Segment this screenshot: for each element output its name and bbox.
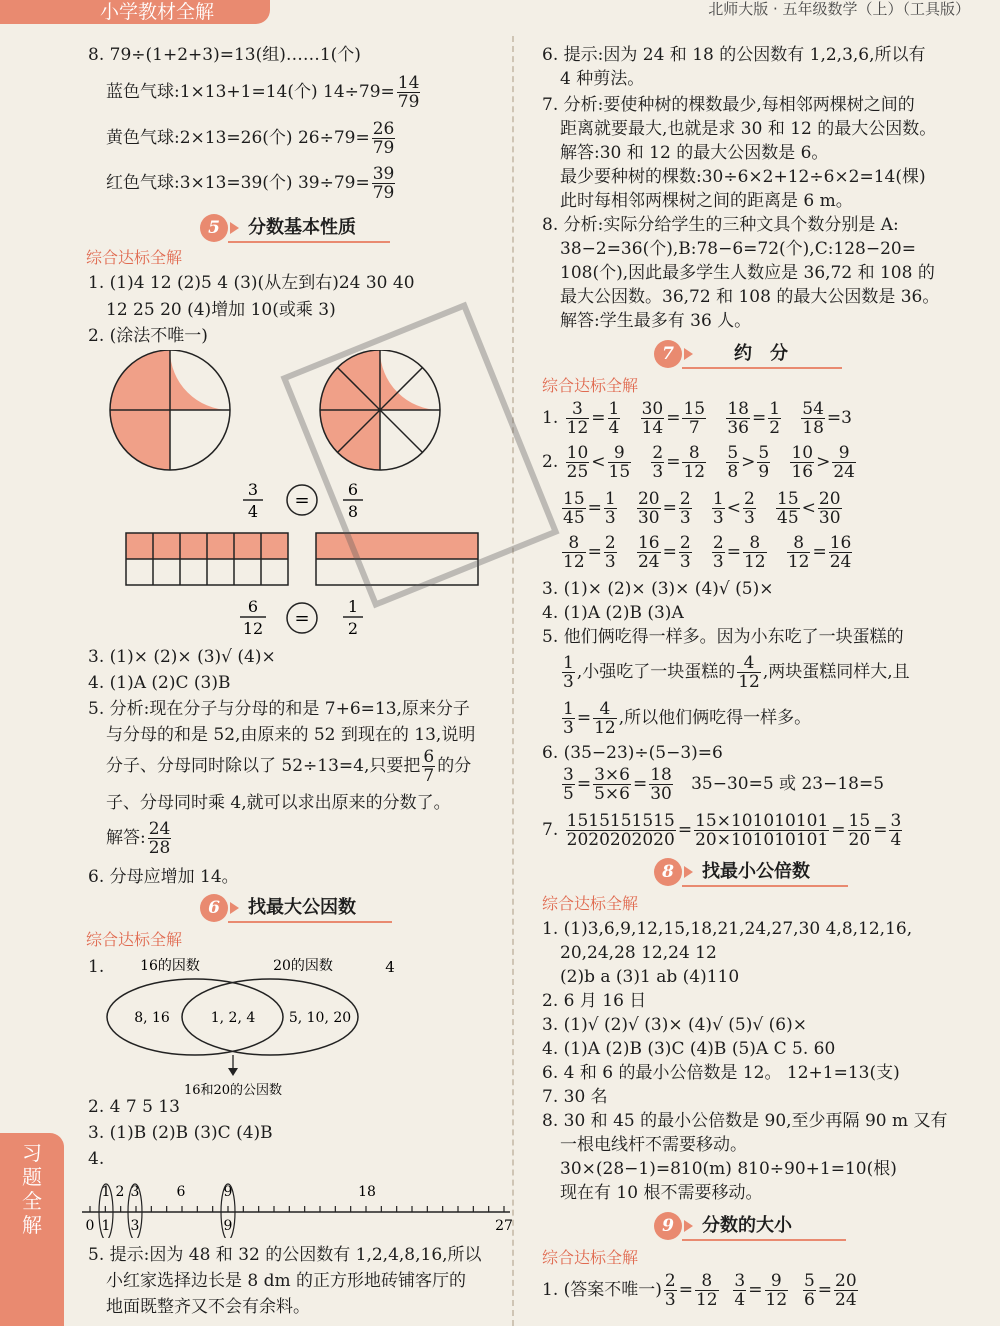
frac-den: 2: [347, 619, 359, 638]
arrow-icon: [684, 866, 693, 878]
left-q8-line1: 8. 79÷(1+2+3)=13(组)……1(个): [88, 45, 361, 65]
fraction: $\frac{9}{24}$: [833, 443, 855, 482]
s6-q5-line2: 小红家选择边长是 8 dm 的正方形地砖铺客厅的: [106, 1271, 467, 1291]
section-underline: [682, 1239, 846, 1241]
s5-q6: 6. 分母应增加 14。: [88, 867, 239, 887]
fraction: $\frac{20}{30}$: [818, 489, 841, 528]
s5-q4: 4. (1)A (2)C (3)B: [88, 673, 231, 693]
nl-label: 2: [115, 1184, 125, 1200]
fraction: $\frac{2}{3}$: [712, 533, 724, 572]
venn-only-20: 5, 10, 20: [288, 1010, 352, 1026]
s8-q3: 3. (1)√ (2)√ (3)× (4)√ (5)√ (6)×: [542, 1015, 807, 1035]
s6-q2: 2. 4 7 5 13: [88, 1097, 180, 1117]
venn-diagram: [100, 952, 410, 1102]
section-title: 找最大公因数: [248, 897, 356, 918]
fraction: $\frac{24}{28}$: [148, 819, 171, 858]
s9-q1: 1. (答案不唯一) $\frac{2}{3}$ = $\frac{8}{12}$ $\frac{3}{4}$ = $\frac{9}{12}$ $\frac{5}{6}$ = $\frac{20}{24}$: [542, 1271, 857, 1310]
section-number-badge: 6: [200, 894, 228, 922]
fraction: $\frac{2}{3}$: [679, 489, 691, 528]
frac-den: 8: [347, 502, 359, 521]
s6-q4: 4.: [88, 1149, 105, 1169]
frac-den: 12: [242, 619, 264, 638]
comparison-sign: =: [812, 542, 827, 562]
s7-q4: 4. (1)A (2)B (3)A: [542, 603, 684, 623]
s6-q3: 3. (1)B (2)B (3)C (4)B: [88, 1123, 273, 1143]
fraction: $\frac{20}{30}$: [637, 489, 660, 528]
book-title: 小学教材全解: [100, 1, 215, 23]
s8-q4: 4. (1)A (2)B (3)C (4)B (5)A C 5. 60: [542, 1039, 836, 1059]
fraction: $\frac{9}{15}$: [608, 443, 631, 482]
s5-q1-line1: 1. (1)4 12 (2)5 4 (3)(从左到右)24 30 40: [88, 273, 415, 293]
arrow-icon: [230, 902, 239, 914]
fraction: $\frac{16}{24}$: [829, 533, 852, 572]
section-number-badge: 8: [654, 858, 682, 886]
section-underline: [682, 885, 848, 887]
r-q6-line1: 6. 提示:因为 24 和 18 的公因数有 1,2,3,6,所以有: [542, 45, 926, 65]
fraction: $\frac{5}{9}$: [758, 443, 770, 482]
fraction: $\frac{8}{12}$: [563, 533, 585, 572]
frac-num: 3: [247, 480, 259, 499]
fraction: $\frac{1}{3}$: [712, 489, 724, 528]
s8-q1-line2: 20,24,28 12,24 12: [560, 943, 717, 963]
edition-title: 北师大版 · 五年级数学（上）（工具版）: [708, 0, 970, 18]
comparison-sign: =: [666, 452, 681, 472]
column-divider: [512, 36, 514, 1326]
s8-q8-line4: 现在有 10 根不需要移动。: [560, 1183, 763, 1203]
nl-label: 6: [176, 1184, 186, 1200]
section-title: 分数的大小: [702, 1215, 792, 1236]
comparison-sign: <: [801, 498, 816, 518]
s6-q5-line1: 5. 提示:因为 48 和 32 的公因数有 1,2,4,8,16,所以: [88, 1245, 482, 1265]
s5-q5-line4: 子、分母同时乘 4,就可以求出原来的分数了。: [106, 793, 451, 813]
s8-q1-line3: (2)b a (3)1 ab (4)110: [560, 967, 740, 987]
section-number-badge: 9: [654, 1212, 682, 1240]
rect-twelfths: [126, 533, 288, 585]
nl-label: 1: [101, 1184, 111, 1200]
comparison-sign: <: [591, 452, 606, 472]
r-q8-line3: 108(个),因此最多学生人数应是 36,72 和 108 的: [560, 263, 935, 283]
number-line: [78, 1172, 514, 1238]
comparison-sign: >: [741, 452, 756, 472]
r-q7-line4: 最少要种树的棵数:30÷6×2+12÷6×2=14(棵): [560, 167, 926, 187]
s7-q5-line3: $\frac{1}{3}$ = $\frac{4}{12}$ ,所以他们俩吃得一样多。: [563, 699, 812, 738]
sub-heading: 综合达标全解: [542, 1248, 639, 1267]
s8-q7: 7. 30 名: [542, 1087, 608, 1107]
fraction: $\frac{2}{3}$: [679, 533, 691, 572]
venn-answer: 4: [385, 958, 395, 976]
comparison-sign: =: [587, 498, 602, 518]
r-q7-line5: 此时每相邻两棵树之间的距离是 6 m。: [560, 191, 853, 211]
s7-q7: 7. $\frac{1515151515}{2020202020}$ = $\frac{15\times 101010101}{20\times 101010101}$ = $\frac{15}{20}$ = $\frac{3}{4}$: [542, 811, 902, 850]
comparison-sign: <: [726, 498, 741, 518]
r-q7-line3: 解答:30 和 12 的最大公因数是 6。: [560, 143, 829, 163]
fraction: $\frac{5}{8}$: [727, 443, 739, 482]
section-underline: [228, 241, 390, 243]
comparison-sign: =: [726, 542, 741, 562]
circle-quarters: [110, 350, 230, 470]
fraction: $\frac{6}{7}$: [423, 747, 435, 786]
section-number-badge: 7: [654, 340, 682, 368]
fraction: $\frac{2}{3}$: [743, 489, 755, 528]
page-header: [0, 0, 1000, 26]
fraction: $\frac{8}{12}$: [743, 533, 766, 572]
venn-label-16: 16的因数: [140, 958, 200, 974]
arrow-icon: [230, 222, 239, 234]
fraction: $\frac{16}{24}$: [637, 533, 660, 572]
s5-q3: 3. (1)× (2)× (3)√ (4)×: [88, 647, 276, 667]
fraction: $\frac{39}{79}$: [372, 164, 395, 203]
fraction: $\frac{2}{3}$: [652, 443, 664, 482]
venn-common: 1, 2, 4: [210, 1010, 256, 1026]
s7-q6-line1: 6. (35−23)÷(5−3)=6: [542, 743, 723, 763]
nl-label: 27: [495, 1218, 513, 1234]
section-underline: [228, 921, 392, 923]
s7-q2-row2: [560, 488, 844, 528]
s8-q1-line1: 1. (1)3,6,9,12,15,18,21,24,27,30 4,8,12,16,: [542, 919, 913, 939]
s7-q5-line2: $\frac{1}{3}$ ,小强吃了一块蛋糕的 $\frac{4}{12}$ ,两块蛋糕同样大,且: [563, 653, 910, 692]
sub-heading: 综合达标全解: [542, 376, 639, 395]
section-title: 约 分: [734, 343, 788, 364]
s5-q5-line1: 5. 分析:现在分子与分母的和是 7+6=13,原来分子: [88, 699, 470, 719]
sub-heading: 综合达标全解: [86, 930, 183, 949]
s8-q8-line2: 一根电线杆不需要移动。: [560, 1135, 747, 1155]
s6-q5-line3: 地面既整齐又不会有余料。: [106, 1297, 310, 1317]
frac-num: 1: [347, 597, 359, 616]
fraction: $\frac{26}{79}$: [372, 119, 395, 158]
s5-q5-line3: 分子、分母同时除以了 52÷13=4,只要把 $\frac{6}{7}$ 的分: [106, 747, 472, 786]
section-title: 分数基本性质: [248, 217, 356, 238]
left-q8-yellow: 黄色气球:2×13=26(个) 26÷79= $\frac{26}{79}$: [106, 119, 395, 158]
arrow-icon: [684, 348, 693, 360]
nl-label: 3: [130, 1218, 140, 1234]
equals-sign: =: [294, 608, 310, 629]
s5-q5-answer: 解答: $\frac{24}{28}$: [106, 819, 171, 858]
fraction: $\frac{15}{45}$: [563, 489, 585, 528]
fraction: $\frac{1}{3}$: [604, 489, 616, 528]
comparison-sign: =: [662, 542, 677, 562]
fraction: $\frac{2}{3}$: [604, 533, 616, 572]
comparison-sign: =: [662, 498, 677, 518]
s7-q2-row1: 2. $\frac{10}{25}$ < $\frac{9}{15}$ $\frac{2}{3}$ = $\frac{8}{12}$ $\frac{5}{8}$ > $\frac{5}{9}$ $\frac{10}{16}$ > $\frac{9}{24}$: [542, 443, 855, 482]
s5-q2: 2. (涂法不唯一): [88, 326, 208, 346]
s7-q1: 1. $\frac{3}{12}$ = $\frac{1}{4}$ $\frac{30}{14}$ = $\frac{15}{7}$ $\frac{18}{36}$ = $\frac{1}{2}$ $\frac{54}{18}$ =3: [542, 399, 852, 438]
fraction: $\frac{8}{12}$: [787, 533, 810, 572]
nl-label: 3: [130, 1184, 140, 1200]
r-q7-line2: 距离就要最大,也就是求 30 和 12 的最大公因数。: [560, 119, 937, 139]
nl-label: 1: [101, 1218, 111, 1234]
left-q8-blue: 蓝色气球:1×13+1=14(个) 14÷79= $\frac{14}{79}$: [106, 73, 420, 112]
r-q7-line1: 7. 分析:要使种树的棵数最少,每相邻两棵树之间的: [542, 95, 915, 115]
frac-num: 6: [247, 597, 259, 616]
s7-q2-row3: [560, 532, 854, 572]
s5-q1-line2: 12 25 20 (4)增加 10(或乘 3): [106, 300, 336, 320]
fraction: $\frac{14}{79}$: [397, 73, 420, 112]
arrow-icon: [684, 1220, 693, 1232]
comparison-sign: =: [587, 542, 602, 562]
fraction: $\frac{10}{16}$: [791, 443, 814, 482]
fraction: $\frac{10}{25}$: [566, 443, 589, 482]
nl-label: 9: [223, 1184, 233, 1200]
s7-q5-line1: 5. 他们俩吃得一样多。因为小东吃了一块蛋糕的: [542, 627, 904, 647]
section-title: 找最小公倍数: [702, 861, 810, 882]
section-underline: [682, 367, 842, 369]
header-book-title-tab: [0, 0, 270, 24]
nl-label: 9: [223, 1218, 233, 1234]
sub-heading: 综合达标全解: [86, 248, 183, 267]
fraction: $\frac{15}{45}$: [777, 489, 799, 528]
s8-q8-line1: 8. 30 和 45 的最小公倍数是 90,至少再隔 90 m 又有: [542, 1111, 948, 1131]
s8-q6: 6. 4 和 6 的最小公倍数是 12。 12+1=13(支): [542, 1063, 900, 1083]
venn-only-16: 8, 16: [134, 1010, 170, 1026]
s7-q6-line2: $\frac{3}{5}$ = $\frac{3\times 6}{5\times 6}$ = $\frac{18}{30}$ 35−30=5 或 23−18=5: [563, 765, 885, 804]
r-q6-line2: 4 种剪法。: [560, 69, 645, 89]
comparison-sign: >: [816, 452, 831, 472]
s6-q1: 1.: [88, 957, 105, 977]
r-q8-line5: 解答:学生最多有 36 人。: [560, 311, 752, 331]
s8-q8-line3: 30×(28−1)=810(m) 810÷90+1=10(根): [560, 1159, 897, 1179]
side-tab-label: 习题全解: [22, 1141, 42, 1237]
s7-q3: 3. (1)× (2)× (3)× (4)√ (5)×: [542, 579, 774, 599]
nl-label: 18: [358, 1184, 376, 1200]
side-tab: [0, 1133, 64, 1326]
sub-heading: 综合达标全解: [542, 894, 639, 913]
venn-label-20: 20的因数: [273, 958, 333, 974]
nl-label: 0: [85, 1218, 95, 1234]
r-q8-line1: 8. 分析:实际分给学生的三种文具个数分别是 A:: [542, 215, 899, 235]
s8-q2: 2. 6 月 16 日: [542, 991, 647, 1011]
s5-q5-line2: 与分母的和是 52,由原来的 52 到现在的 13,说明: [106, 725, 476, 745]
r-q8-line4: 最大公因数。36,72 和 108 的最大公因数是 36。: [560, 287, 940, 307]
section-number-badge: 5: [200, 214, 228, 242]
frac-num: 6: [347, 480, 359, 499]
fraction: $\frac{8}{12}$: [683, 443, 706, 482]
r-q8-line2: 38−2=36(个),B:78−6=72(个),C:128−20=: [560, 239, 916, 259]
left-q8-red: 红色气球:3×13=39(个) 39÷79= $\frac{39}{79}$: [106, 164, 395, 203]
equals-sign: =: [294, 490, 310, 511]
venn-caption: 16和20的公因数: [183, 1083, 283, 1098]
frac-den: 4: [247, 502, 259, 521]
